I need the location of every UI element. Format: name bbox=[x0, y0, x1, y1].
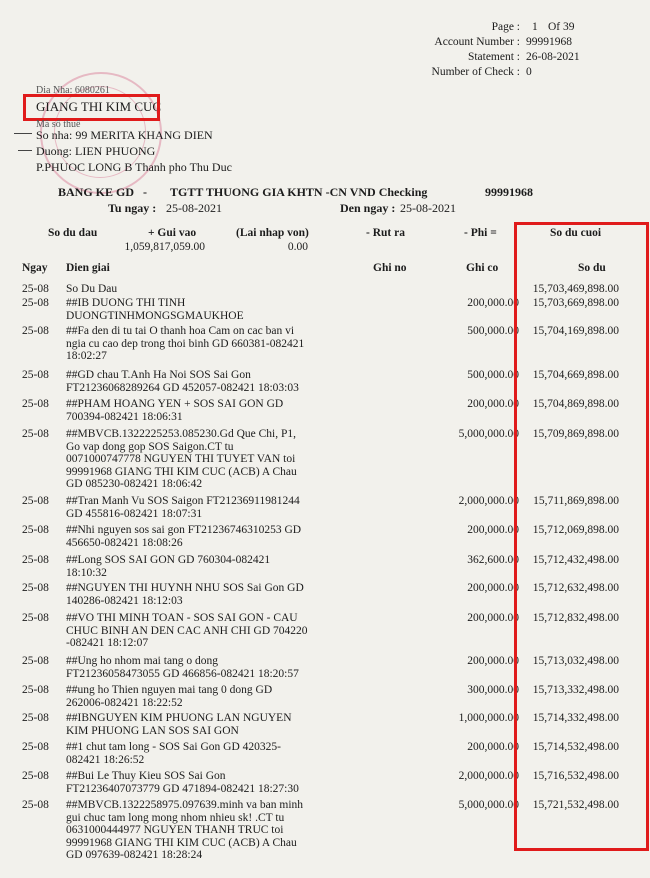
closing-balance-label: So du cuoi bbox=[550, 227, 602, 239]
row-description bbox=[66, 283, 316, 296]
row-description bbox=[66, 325, 316, 363]
row-date: 25-08 bbox=[22, 297, 49, 309]
row-date: 25-08 bbox=[22, 799, 49, 811]
row-description-line: ##Ung ho nhom mai tang o dong bbox=[66, 655, 219, 667]
row-description-line: gui chuc tam long mong nhom nhieu sk! .CT tu bbox=[66, 811, 285, 824]
opening-balance-label: So du dau bbox=[48, 227, 98, 239]
row-credit-amount: 5,000,000.00 bbox=[458, 428, 519, 440]
row-description-line: DUONGTINHMONGSGMAUKHOE bbox=[66, 309, 244, 322]
row-description-line: FT21236407073779 GD 471894-082421 18:27:30 bbox=[66, 782, 299, 795]
from-date-label: Tu ngay : bbox=[108, 201, 157, 215]
credits-total: 1,059,817,059.00 bbox=[124, 241, 205, 253]
row-date: 25-08 bbox=[22, 283, 49, 295]
row-balance: 15,712,832,498.00 bbox=[532, 612, 619, 624]
margin-mark bbox=[14, 133, 32, 134]
row-date: 25-08 bbox=[22, 612, 49, 624]
row-balance: 15,704,669,898.00 bbox=[532, 369, 619, 381]
row-balance: 15,703,669,898.00 bbox=[532, 297, 619, 309]
number-of-check-value: 0 bbox=[526, 66, 532, 78]
row-balance: 15,711,869,898.00 bbox=[533, 495, 619, 507]
row-description-line: ##IBNGUYEN KIM PHUONG LAN NGUYEN bbox=[66, 712, 292, 724]
row-credit-amount: 200,000.00 bbox=[467, 582, 519, 594]
row-date: 25-08 bbox=[22, 325, 49, 337]
interest-label: (Lai nhap von) bbox=[236, 227, 309, 239]
row-date: 25-08 bbox=[22, 428, 49, 440]
row-date: 25-08 bbox=[22, 684, 49, 696]
address-line-2: Duong: LIEN PHUONG bbox=[36, 144, 156, 158]
row-description bbox=[66, 770, 316, 795]
row-description-line: ngia cu cao dep trong thoi binh GD 660381-082421 bbox=[66, 337, 305, 350]
row-balance: 15,704,869,898.00 bbox=[532, 398, 619, 410]
balance-highlight-box bbox=[514, 222, 649, 851]
row-balance: 15,709,869,898.00 bbox=[532, 428, 619, 440]
fees-label: - Phi = bbox=[464, 227, 497, 239]
row-description-line: ##Long SOS SAI GON GD 760304-082421 bbox=[66, 554, 271, 566]
row-balance: 15,713,332,498.00 bbox=[532, 684, 619, 696]
row-credit-amount: 2,000,000.00 bbox=[458, 495, 519, 507]
number-of-check-label: Number of Check : bbox=[431, 66, 520, 78]
row-date: 25-08 bbox=[22, 495, 49, 507]
row-description bbox=[66, 684, 316, 709]
row-date: 25-08 bbox=[22, 398, 49, 410]
page-number: 1 bbox=[532, 21, 538, 33]
row-balance: 15,714,332,498.00 bbox=[532, 712, 619, 724]
row-description bbox=[66, 524, 316, 549]
row-balance: 15,721,532,498.00 bbox=[532, 799, 619, 811]
row-description-line: Go vap dong gop SOS Saigon.CT tu bbox=[66, 440, 234, 453]
row-description-line: ##GD chau T.Anh Ha Noi SOS Sai Gon bbox=[66, 369, 251, 381]
row-credit-amount: 500,000.00 bbox=[467, 325, 519, 337]
row-description-line: GD 455816-082421 18:07:31 bbox=[66, 507, 203, 520]
row-description bbox=[66, 495, 316, 520]
row-description-line: 140286-082421 18:12:03 bbox=[66, 594, 183, 607]
row-description-line: 082421 18:26:52 bbox=[66, 753, 145, 766]
row-description-line: KIM PHUONG LAN SOS SAI GON bbox=[66, 724, 239, 737]
row-credit-amount: 200,000.00 bbox=[467, 612, 519, 624]
row-description-line: ##Fa den di tu tai O thanh hoa Cam on cac ban vi bbox=[66, 325, 295, 337]
col-credit: Ghi co bbox=[466, 262, 499, 274]
row-description-line: 18:02:27 bbox=[66, 350, 107, 362]
row-description-line: FT21236058473055 GD 466856-082421 18:20:57 bbox=[66, 667, 299, 680]
debits-label: - Rut ra bbox=[366, 227, 405, 239]
row-description-line: ##MBVCB.1322225253.085230.Gd Que Chi, P1, bbox=[66, 428, 297, 440]
row-description-line: 99991968 GIANG THI KIM CUC (ACB) A Chau bbox=[66, 836, 297, 849]
row-credit-amount: 2,000,000.00 bbox=[458, 770, 519, 782]
row-credit-amount: 362,600.00 bbox=[467, 554, 519, 566]
row-credit-amount: 200,000.00 bbox=[467, 524, 519, 536]
row-credit-amount: 500,000.00 bbox=[467, 369, 519, 381]
to-date-label: Den ngay : bbox=[340, 201, 396, 215]
partial-tax-line: Mã số thuế bbox=[36, 119, 81, 130]
row-balance: 15,703,469,898.00 bbox=[532, 283, 619, 295]
row-description bbox=[66, 799, 316, 862]
row-balance: 15,716,532,498.00 bbox=[532, 770, 619, 782]
address-line-1: So nha: 99 MERITA KHANG DIEN bbox=[36, 128, 213, 142]
row-balance: 15,713,032,498.00 bbox=[532, 655, 619, 667]
row-date: 25-08 bbox=[22, 655, 49, 667]
row-balance: 15,704,169,898.00 bbox=[532, 325, 619, 337]
row-description-line: -082421 18:12:07 bbox=[66, 637, 149, 649]
row-description-line: 18:10:32 bbox=[66, 566, 107, 579]
row-date: 25-08 bbox=[22, 369, 49, 381]
customer-name: GIANG THI KIM CUC bbox=[36, 99, 162, 114]
row-credit-amount: 5,000,000.00 bbox=[458, 799, 519, 811]
title-account: 99991968 bbox=[485, 185, 533, 199]
row-description-line: 262006-082421 18:22:52 bbox=[66, 696, 183, 709]
row-description-line: CHUC BINH AN DEN CAC ANH CHI GD 704220 bbox=[66, 624, 308, 637]
title-center: TGTT THUONG GIA KHTN -CN VND Checking bbox=[170, 185, 428, 199]
row-description-line: ##Tran Manh Vu SOS Saigon FT21236911981244 bbox=[66, 495, 300, 507]
row-credit-amount: 200,000.00 bbox=[467, 297, 519, 309]
to-date: 25-08-2021 bbox=[400, 201, 456, 215]
row-balance: 15,712,432,498.00 bbox=[532, 554, 619, 566]
col-balance: So du bbox=[578, 262, 606, 274]
row-description-line: GD 097639-082421 18:28:24 bbox=[66, 849, 203, 861]
row-credit-amount: 200,000.00 bbox=[467, 655, 519, 667]
page-label: Page : bbox=[491, 21, 520, 33]
row-date: 25-08 bbox=[22, 741, 49, 753]
partial-customer-line: Dia Nha: 6080261 bbox=[36, 85, 110, 96]
title-dash: - bbox=[143, 185, 147, 199]
row-description bbox=[66, 582, 316, 607]
row-description-line: FT21236068289264 GD 452057-082421 18:03:03 bbox=[66, 381, 299, 394]
row-description-line: GD 085230-082421 18:06:42 bbox=[66, 478, 203, 490]
row-description-line: So Du Dau bbox=[66, 283, 118, 295]
statement-date: 26-08-2021 bbox=[526, 51, 580, 63]
row-description-line: 99991968 GIANG THI KIM CUC (ACB) A Chau bbox=[66, 465, 297, 478]
row-description-line: ##NGUYEN THI HUYNH NHU SOS Sai Gon GD bbox=[66, 582, 304, 594]
row-description bbox=[66, 398, 316, 423]
from-date: 25-08-2021 bbox=[166, 201, 222, 215]
row-description-line: ##1 chut tam long - SOS Sai Gon GD 420325- bbox=[66, 741, 281, 753]
row-description-line: ##MBVCB.1322258975.097639.minh va ban minh bbox=[66, 799, 304, 811]
page-total: Of 39 bbox=[548, 21, 575, 33]
row-description bbox=[66, 369, 316, 394]
col-description: Dien giai bbox=[66, 262, 110, 274]
row-description-line: ##PHAM HOANG YEN + SOS SAI GON GD bbox=[66, 398, 284, 410]
row-description bbox=[66, 712, 316, 737]
row-description-line: 0631000444977 NGUYEN THANH TRUC toi bbox=[66, 824, 284, 836]
row-description bbox=[66, 428, 316, 491]
statement-label: Statement : bbox=[467, 51, 520, 63]
row-credit-amount: 1,000,000.00 bbox=[458, 712, 519, 724]
row-description bbox=[66, 741, 316, 766]
row-description bbox=[66, 612, 316, 650]
row-description-line: ##IB DUONG THI TINH bbox=[66, 297, 186, 309]
row-description-line: ##ung ho Thien nguyen mai tang 0 dong GD bbox=[66, 684, 273, 696]
row-credit-amount: 300,000.00 bbox=[467, 684, 519, 696]
row-description bbox=[66, 297, 316, 322]
credits-label: + Gui vao bbox=[148, 227, 197, 239]
row-date: 25-08 bbox=[22, 712, 49, 724]
row-description bbox=[66, 554, 316, 579]
col-date: Ngay bbox=[22, 262, 48, 274]
margin-mark bbox=[18, 150, 32, 151]
interest-total: 0.00 bbox=[287, 241, 308, 253]
row-description-line: 456650-082421 18:08:26 bbox=[66, 536, 183, 549]
col-debit: Ghi no bbox=[373, 262, 407, 274]
row-date: 25-08 bbox=[22, 582, 49, 594]
row-description-line: 0071000747778 NGUYEN THI TUYET VAN toi bbox=[66, 453, 296, 465]
address-line-3: P.PHUOC LONG B Thanh pho Thu Duc bbox=[36, 160, 232, 174]
account-number-value: 99991968 bbox=[526, 36, 572, 48]
row-date: 25-08 bbox=[22, 554, 49, 566]
row-credit-amount: 200,000.00 bbox=[467, 741, 519, 753]
row-description bbox=[66, 655, 316, 680]
row-description-line: 700394-082421 18:06:31 bbox=[66, 410, 183, 423]
row-description-line: ##VO THI MINH TOAN - SOS SAI GON - CAU bbox=[66, 612, 298, 624]
row-date: 25-08 bbox=[22, 524, 49, 536]
title-left: BANG KE GD bbox=[58, 185, 135, 199]
row-date: 25-08 bbox=[22, 770, 49, 782]
row-balance: 15,712,632,498.00 bbox=[532, 582, 619, 594]
row-credit-amount: 200,000.00 bbox=[467, 398, 519, 410]
row-description-line: ##Nhi nguyen sos sai gon FT21236746310253 GD bbox=[66, 524, 302, 536]
row-balance: 15,714,532,498.00 bbox=[532, 741, 619, 753]
account-number-label: Account Number : bbox=[434, 36, 520, 48]
row-description-line: ##Bui Le Thuy Kieu SOS Sai Gon bbox=[66, 770, 226, 782]
row-balance: 15,712,069,898.00 bbox=[532, 524, 619, 536]
